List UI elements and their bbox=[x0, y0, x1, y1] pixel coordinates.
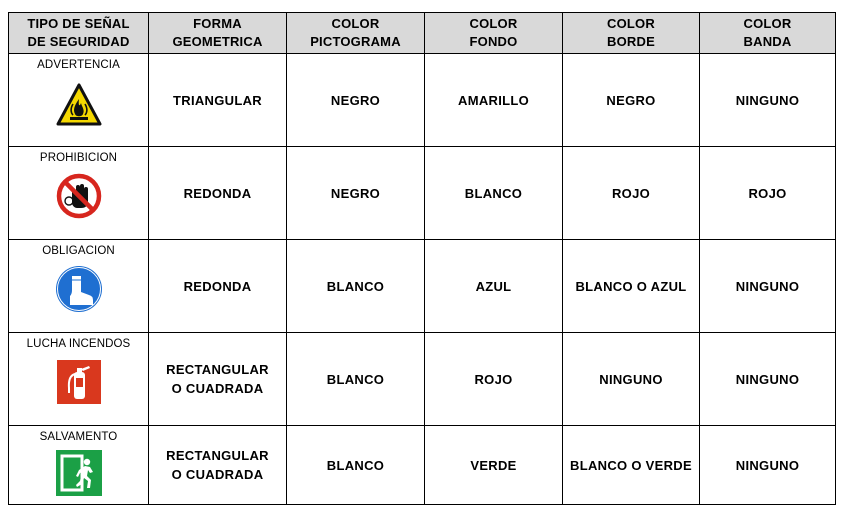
fondo-cell: ROJO bbox=[425, 333, 563, 426]
sign-type-label: SALVAMENTO bbox=[39, 431, 118, 443]
table-row bbox=[9, 426, 836, 505]
sign-type-cell bbox=[9, 333, 149, 426]
banda-cell: NINGUNO bbox=[700, 333, 836, 426]
header-fondo: COLOR FONDO bbox=[425, 13, 563, 54]
sign-type-cell bbox=[9, 147, 149, 240]
forma-cell: REDONDA bbox=[149, 147, 287, 240]
borde-cell: NEGRO bbox=[563, 54, 700, 147]
table-row bbox=[9, 147, 836, 240]
table-row bbox=[9, 333, 836, 426]
header-borde: COLOR BORDE bbox=[563, 13, 700, 54]
header-tipo: TIPO DE SEÑAL DE SEGURIDAD bbox=[9, 13, 149, 54]
borde-cell: NINGUNO bbox=[563, 333, 700, 426]
emergency-exit-icon bbox=[56, 450, 102, 496]
sign-type-label: ADVERTENCIA bbox=[37, 59, 120, 71]
sign-type-label: PROHIBICION bbox=[39, 152, 118, 164]
header-row bbox=[9, 13, 836, 54]
sign-type-label: OBLIGACION bbox=[42, 245, 115, 257]
borde-cell: BLANCO O AZUL bbox=[563, 240, 700, 333]
fondo-cell: AZUL bbox=[425, 240, 563, 333]
pictograma-cell: BLANCO bbox=[287, 240, 425, 333]
pictograma-cell: BLANCO bbox=[287, 333, 425, 426]
pictograma-cell: NEGRO bbox=[287, 54, 425, 147]
fondo-cell: BLANCO bbox=[425, 147, 563, 240]
fondo-cell: AMARILLO bbox=[425, 54, 563, 147]
borde-cell: ROJO bbox=[563, 147, 700, 240]
sign-type-label: LUCHA INCENDOS bbox=[26, 338, 131, 350]
prohibition-hand-icon bbox=[56, 173, 102, 219]
sign-type-cell bbox=[9, 240, 149, 333]
forma-cell: REDONDA bbox=[149, 240, 287, 333]
fire-extinguisher-icon bbox=[57, 360, 101, 404]
pictograma-cell: NEGRO bbox=[287, 147, 425, 240]
banda-cell: NINGUNO bbox=[700, 54, 836, 147]
forma-cell: RECTANGULAR O CUADRADA bbox=[149, 333, 287, 426]
forma-cell: TRIANGULAR bbox=[149, 54, 287, 147]
mandatory-boot-icon bbox=[55, 265, 103, 313]
header-forma: FORMA GEOMETRICA bbox=[149, 13, 287, 54]
fondo-cell: VERDE bbox=[425, 426, 563, 505]
sign-type-cell bbox=[9, 426, 149, 505]
header-banda: COLOR BANDA bbox=[700, 13, 836, 54]
table-row bbox=[9, 240, 836, 333]
borde-cell: BLANCO O VERDE bbox=[563, 426, 700, 505]
banda-cell: NINGUNO bbox=[700, 240, 836, 333]
header-pictograma: COLOR PICTOGRAMA bbox=[287, 13, 425, 54]
banda-cell: ROJO bbox=[700, 147, 836, 240]
sign-type-cell bbox=[9, 54, 149, 147]
banda-cell: NINGUNO bbox=[700, 426, 836, 505]
safety-signs-table bbox=[8, 12, 836, 505]
table-row bbox=[9, 54, 836, 147]
warning-flammable-icon bbox=[56, 82, 102, 128]
forma-cell: RECTANGULAR O CUADRADA bbox=[149, 426, 287, 505]
pictograma-cell: BLANCO bbox=[287, 426, 425, 505]
